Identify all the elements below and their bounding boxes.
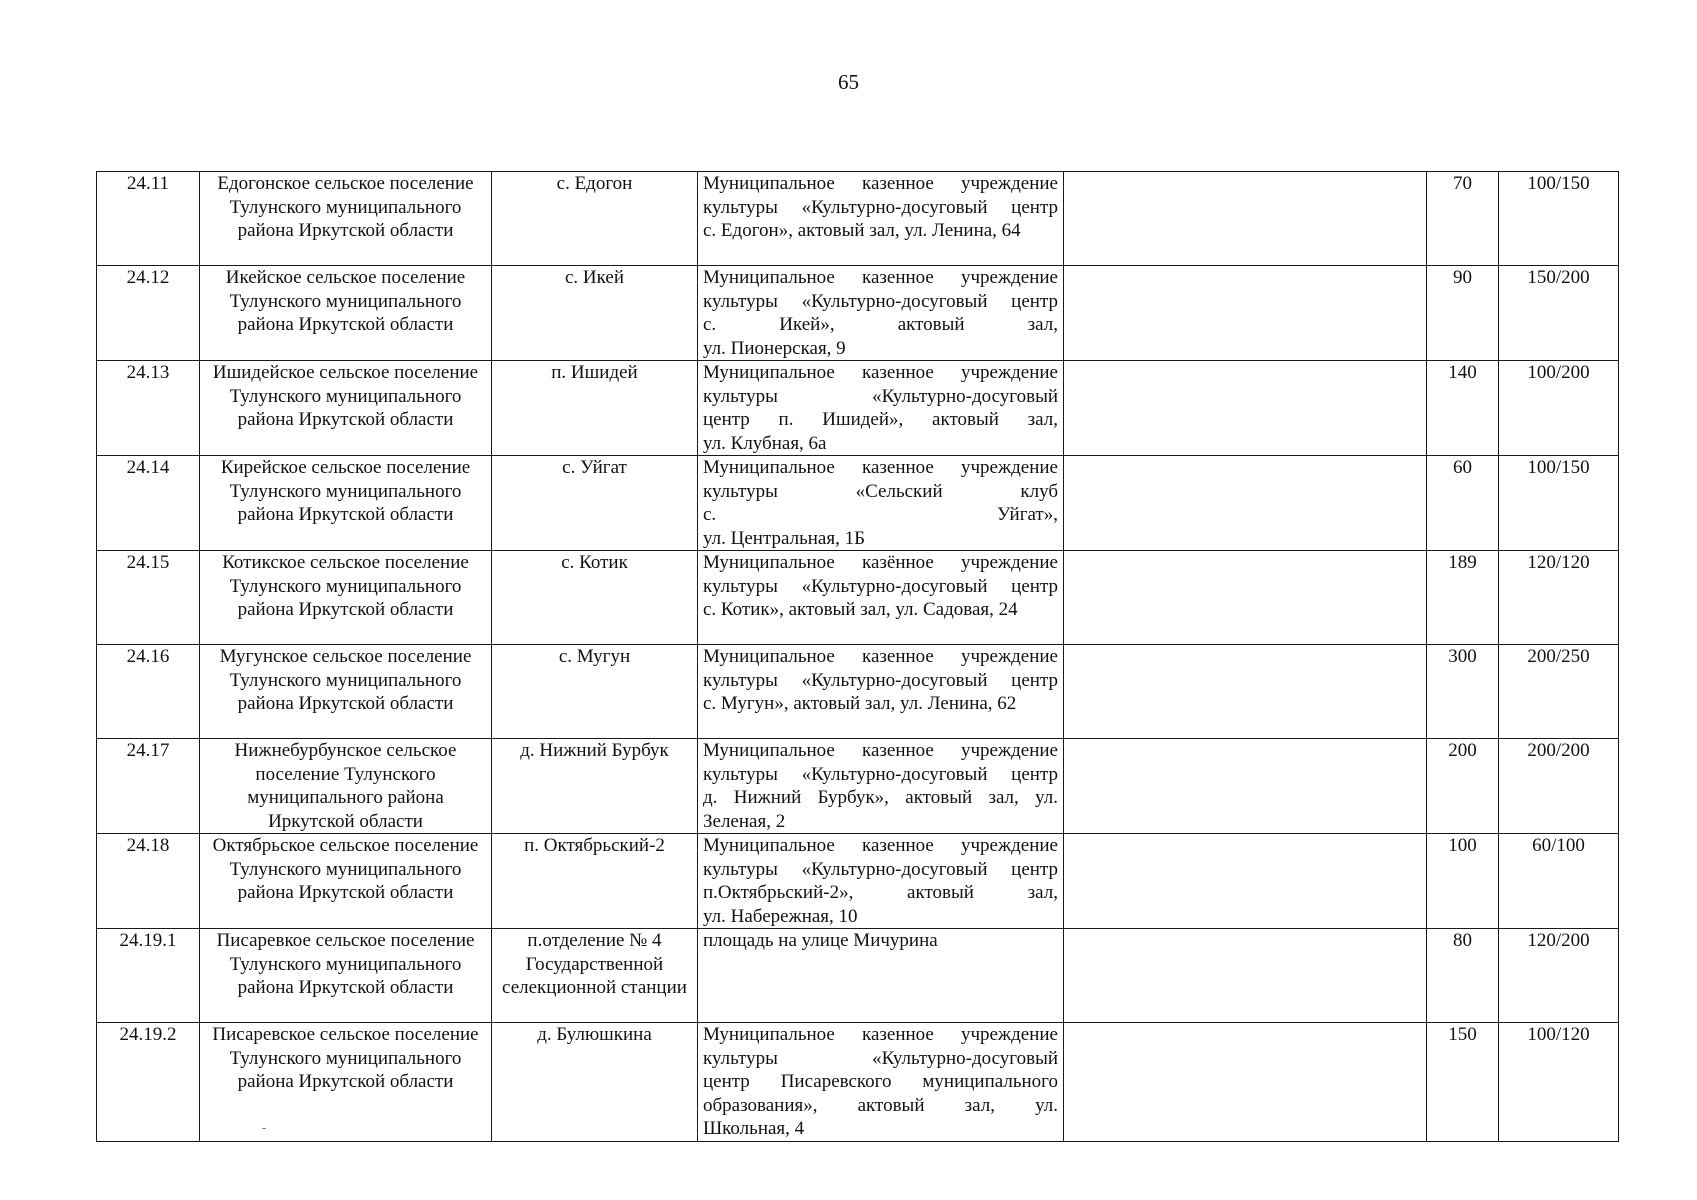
facility-description-line: Муниципальное казенное учреждение xyxy=(703,1024,1058,1045)
table-row xyxy=(97,456,1619,551)
facility-description-cell xyxy=(698,456,1064,551)
facility-description-line: Зеленая, 2 xyxy=(703,810,786,832)
blank-cell xyxy=(1064,1023,1427,1142)
facilities-table xyxy=(96,171,1619,1142)
locality-cell: п.отделение № 4 Государственной селекционной станции xyxy=(492,929,698,1023)
blank-cell xyxy=(1064,266,1427,361)
row-number-cell: 24.19.1 xyxy=(97,929,200,1023)
locality-cell: с. Мугун xyxy=(492,645,698,739)
page-number: 65 xyxy=(838,70,859,94)
facility-description-line: с. Котик», актовый зал, ул. Садовая, 24 xyxy=(703,599,1018,620)
facility-description-cell xyxy=(698,266,1064,361)
facility-description-line: культуры «Культурно-досуговый центр xyxy=(703,575,1058,597)
scan-mark xyxy=(262,1128,266,1129)
facility-description-line: ул. Пионерская, 9 xyxy=(703,337,846,359)
blank-cell xyxy=(1064,172,1427,266)
facility-description-line: культуры «Культурно-досуговый центр xyxy=(703,290,1058,312)
facility-description-line: Муниципальное казённое учреждение xyxy=(703,552,1058,573)
settlement-name-cell: Икейское сельское поселение Тулунского муниципального района Иркутской области xyxy=(200,266,492,361)
blank-cell xyxy=(1064,551,1427,645)
blank-cell xyxy=(1064,645,1427,739)
capacity-cell: 100 xyxy=(1427,834,1499,929)
locality-cell: с. Котик xyxy=(492,551,698,645)
facility-description-line: ул. Набережная, 10 xyxy=(703,905,858,927)
area-cell: 200/250 xyxy=(1499,645,1619,739)
row-number-cell: 24.13 xyxy=(97,361,200,456)
facility-description-line: ул. Клубная, 6а xyxy=(703,432,827,454)
row-number-cell: 24.16 xyxy=(97,645,200,739)
facility-description-cell xyxy=(698,645,1064,739)
settlement-name-cell: Мугунское сельское поселение Тулунского муниципального района Иркутской области xyxy=(200,645,492,739)
facility-description-cell xyxy=(698,739,1064,834)
facility-description-line: Муниципальное казенное учреждение xyxy=(703,267,1058,288)
facility-description-cell xyxy=(698,834,1064,929)
facility-description-line: культуры «Культурно-досуговый центр xyxy=(703,763,1058,785)
locality-cell: с. Уйгат xyxy=(492,456,698,551)
facility-description-line: центр Писаревского муниципального xyxy=(703,1071,1058,1092)
locality-cell: д. Нижний Бурбук xyxy=(492,739,698,834)
area-cell: 120/120 xyxy=(1499,551,1619,645)
row-number-cell: 24.15 xyxy=(97,551,200,645)
facility-description-cell xyxy=(698,929,1064,1023)
capacity-cell: 70 xyxy=(1427,172,1499,266)
capacity-cell: 300 xyxy=(1427,645,1499,739)
row-number-cell: 24.18 xyxy=(97,834,200,929)
capacity-cell: 90 xyxy=(1427,266,1499,361)
area-cell: 120/200 xyxy=(1499,929,1619,1023)
facility-description-line: Муниципальное казенное учреждение xyxy=(703,362,1058,383)
table-row xyxy=(97,361,1619,456)
facility-description-cell xyxy=(698,361,1064,456)
area-cell: 100/120 xyxy=(1499,1023,1619,1142)
area-cell: 100/150 xyxy=(1499,456,1619,551)
facility-description-cell xyxy=(698,1023,1064,1142)
settlement-name-cell: Ишидейское сельское поселение Тулунского муниципального района Иркутской области xyxy=(200,361,492,456)
row-number-cell: 24.19.2 xyxy=(97,1023,200,1142)
table-row xyxy=(97,1023,1619,1142)
locality-cell: п. Октябрьский-2 xyxy=(492,834,698,929)
table-row xyxy=(97,834,1619,929)
row-number-cell: 24.17 xyxy=(97,739,200,834)
table-row xyxy=(97,929,1619,1023)
row-number-cell: 24.12 xyxy=(97,266,200,361)
facility-description-line: Муниципальное казенное учреждение xyxy=(703,740,1058,761)
capacity-cell: 80 xyxy=(1427,929,1499,1023)
table-row xyxy=(97,739,1619,834)
area-cell: 200/200 xyxy=(1499,739,1619,834)
settlement-name-cell: Кирейское сельское поселение Тулунского муниципального района Иркутской области xyxy=(200,456,492,551)
facility-description-line: Муниципальное казенное учреждение xyxy=(703,457,1058,478)
settlement-name-cell: Писаревское сельское поселение Тулунского муниципального района Иркутской области xyxy=(200,1023,492,1142)
table-row xyxy=(97,645,1619,739)
facility-description-cell xyxy=(698,172,1064,266)
table-row xyxy=(97,266,1619,361)
facility-description-line: с. Икей», актовый зал, xyxy=(703,314,1058,335)
facility-description-line: культуры «Культурно-досуговый xyxy=(703,1047,1058,1069)
capacity-cell: 189 xyxy=(1427,551,1499,645)
area-cell: 60/100 xyxy=(1499,834,1619,929)
locality-cell: д. Булюшкина xyxy=(492,1023,698,1142)
settlement-name-cell: Октябрьское сельское поселение Тулунского муниципального района Иркутской области xyxy=(200,834,492,929)
facility-description-line: центр п. Ишидей», актовый зал, xyxy=(703,409,1058,430)
facility-description-line: культуры «Культурно-досуговый центр xyxy=(703,858,1058,880)
blank-cell xyxy=(1064,834,1427,929)
capacity-cell: 60 xyxy=(1427,456,1499,551)
capacity-cell: 200 xyxy=(1427,739,1499,834)
facility-description-line: Муниципальное казенное учреждение xyxy=(703,173,1058,194)
facility-description-line: п.Октябрьский-2», актовый зал, xyxy=(703,882,1058,903)
area-cell: 150/200 xyxy=(1499,266,1619,361)
settlement-name-cell: Нижнебурбунское сельское поселение Тулунского муниципального района Иркутской области xyxy=(200,739,492,834)
table-row xyxy=(97,172,1619,266)
locality-cell: с. Икей xyxy=(492,266,698,361)
table-row xyxy=(97,551,1619,645)
capacity-cell: 150 xyxy=(1427,1023,1499,1142)
settlement-name-cell: Писаревкое сельское поселение Тулунского муниципального района Иркутской области xyxy=(200,929,492,1023)
blank-cell xyxy=(1064,361,1427,456)
facility-description-line: с. Едогон», актовый зал, ул. Ленина, 64 xyxy=(703,220,1021,241)
facility-description-line: ул. Центральная, 1Б xyxy=(703,527,866,549)
blank-cell xyxy=(1064,739,1427,834)
facility-description-line: с. Уйгат», xyxy=(703,504,1058,525)
blank-cell xyxy=(1064,929,1427,1023)
capacity-cell: 140 xyxy=(1427,361,1499,456)
blank-cell xyxy=(1064,456,1427,551)
settlement-name-cell: Котикское сельское поселение Тулунского муниципального района Иркутской области xyxy=(200,551,492,645)
facility-description-cell xyxy=(698,551,1064,645)
facility-description-line: культуры «Сельский клуб xyxy=(703,480,1058,502)
row-number-cell: 24.11 xyxy=(97,172,200,266)
facility-description-line: площадь на улице Мичурина xyxy=(703,930,938,951)
facility-description-line: Муниципальное казенное учреждение xyxy=(703,835,1058,856)
facility-description-line: с. Мугун», актовый зал, ул. Ленина, 62 xyxy=(703,693,1017,714)
facility-description-line: Школьная, 4 xyxy=(703,1118,805,1139)
area-cell: 100/200 xyxy=(1499,361,1619,456)
facility-description-line: культуры «Культурно-досуговый центр xyxy=(703,669,1058,691)
locality-cell: п. Ишидей xyxy=(492,361,698,456)
area-cell: 100/150 xyxy=(1499,172,1619,266)
facility-description-line: культуры «Культурно-досуговый xyxy=(703,385,1058,407)
row-number-cell: 24.14 xyxy=(97,456,200,551)
settlement-name-cell: Едогонское сельское поселение Тулунского муниципального района Иркутской области xyxy=(200,172,492,266)
locality-cell: с. Едогон xyxy=(492,172,698,266)
facility-description-line: культуры «Культурно-досуговый центр xyxy=(703,196,1058,218)
facility-description-line: д. Нижний Бурбук», актовый зал, ул. xyxy=(703,787,1058,808)
table-body xyxy=(97,172,1619,1142)
facility-description-line: Муниципальное казенное учреждение xyxy=(703,646,1058,667)
facility-description-line: образования», актовый зал, ул. xyxy=(703,1094,1058,1116)
